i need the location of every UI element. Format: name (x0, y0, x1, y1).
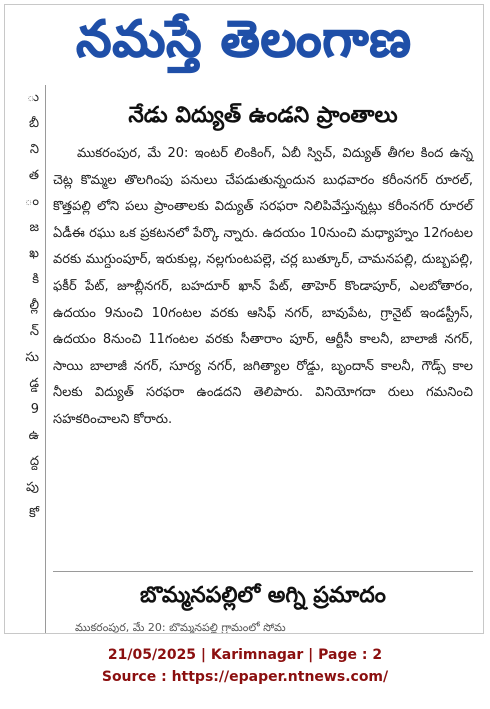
column-fragment: డ్డ (29, 376, 39, 391)
column-fragment: 9 (30, 402, 39, 417)
second-article-headline: బొమ్మనపల్లిలో అగ్ని ప్రమాదం (140, 583, 386, 608)
newspaper-clipping (4, 4, 484, 634)
column-fragment: ద్ద (29, 454, 39, 469)
column-fragment: ం (24, 194, 39, 209)
column-fragment: పు (26, 480, 39, 495)
article (53, 101, 473, 434)
adjacent-column-fragments (5, 85, 46, 634)
footer-source: Source : https://epaper.ntnews.com/ (101, 669, 389, 685)
column-fragment: జ (29, 220, 39, 235)
column-fragment: న్ (29, 324, 39, 339)
column-fragment: కో (28, 506, 39, 521)
column-fragment: ల్లీ (29, 298, 39, 313)
column-fragment: ు (26, 90, 39, 105)
article-body: ముకరంపుర, మే 20: ఇంటర్ లింకింగ్, ఏబీ స్విచ్, విద్యుత్ తీగల కింద ఉన్న చెట్ల కొమ్మల తొలగింపు పనులు చేపడుతున్నందున బుధవారం కరీంనగర్ రూరల్, కొత్తపల్లి లోని పలు ప్రాంతాలకు విద్యుత్ సరఫరా నిలిపివేస్తున్నట్లు కరీంనగర్ రూరల్ ఏడీఈ రఘు ఒక ప్రకటనలో పేర్కొ న్నారు. ఉదయం 10నుంచి మధ్యాహ్నం 12గంటల వరకు ముగ్దుంపూర్, ఇరుకుల్ల, నల్లగుంటపల్లె, చర్ల బుత్కూర్, చామనపల్లి, దుబ్బపల్లి, ఫకీర్ పేట్, జూబ్లీనగర్, బహదూర్ ఖాన్ పేట్, తాహెర్ కొండాపూర్, ఎలబోతారం, ఉదయం 9నుంచి 10గంటల వరకు ఆసిఫ్ నగర్, బావుపేట, గ్రానైట్ ఇండస్ట్రీస్, ఉదయం 8నుంచి 11గంటల వరకు సీతారాం పూర్, ఆర్టీసీ కాలనీ, బాలాజీ నగర్, సాయి బాలాజీ నగర్, సూర్య నగర్, జగిత్యాల రోడ్డు, బృందాన్ కాలనీ, గౌడ్స్ కాల నీలకు విద్యుత్ సరఫరా ఉండదని తెలిపారు. వినియోగదా రులు గమనించి సహకరించాలని కోరారు. (53, 146, 473, 427)
column-fragment: బీ (28, 116, 39, 131)
column-fragment: ఉ (28, 428, 39, 443)
article-divider (53, 571, 473, 572)
column-fragment: ని (29, 142, 39, 157)
column-fragment: త (28, 168, 39, 183)
column-fragment: సు (25, 350, 39, 365)
masthead-title: నమస్తే తెలంగాణ (76, 9, 412, 68)
article-headline: నేడు విద్యుత్ ఉండని ప్రాంతాలు (128, 103, 398, 128)
column-fragment: ఖ (29, 246, 39, 261)
footer-date-edition: 21/05/2025 | Karimnagar | Page : 2 (107, 647, 383, 663)
column-fragment: కి (32, 272, 39, 287)
footer (0, 644, 490, 688)
masthead (5, 5, 483, 85)
second-article-partial-line: ముకరంపుర, మే 20: బొమ్మనపల్లి గ్రామంలో సోమ (75, 621, 286, 634)
